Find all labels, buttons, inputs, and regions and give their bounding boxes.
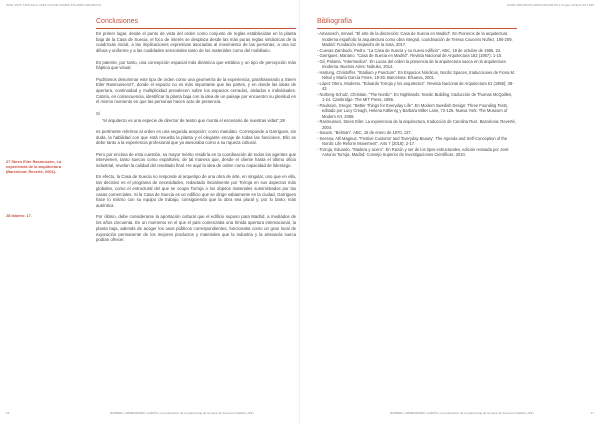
bibliography-entry: - Cuevas Zambudo, Pedro. "La Casa de Suecia y su nuevo edificio". ABC, 19 de octubre de 1956, 24. [317,47,502,53]
bibliography-entry: - Hartung, Christoffer. "Stadium y Punctum". En Espacios Nórdicos, Nordic Spaces, traducciones de Fiona M. Nilsol y María García Freire, 19-29. Barcelona: Efsueva, 2001. [317,69,516,80]
bibliography-entry: - Sauvin. "Belman". ABC, 18 de enero de 1970, 137. [317,130,412,135]
sidenote-28: 28 Ibidem: 17. [6,213,32,218]
footer-left: ROMERO, ARMENDÁRIZ, GARCÍA | La ordenación de la planta baja de la Casa de Suecia en Madrid, 2017 [110,411,255,415]
paragraph: es pertinente referirse al orden en una segunda acepción: como mandato. Corresponde a Garrigues, sin duda, la habilidad con que está resuelta la planta y el elegante encaje de todas las funciones. Ello se debe tanto a la experiencia profesional que ya atesoraba como a su riqueza cultural. [96,128,296,146]
paragraph: Es patente, por tanto, una concepción espacial más dinámica que estática y un tipo de percepción más háptica que visual. [96,59,296,71]
paragraph: Pero por encima de esta cuestión, su mayor mérito residiría en la coordinación de todos los agentes que intervienen, tanto suecos como españoles, de tal manera que, desde el cliente hasta el último oficio industrial, revelan la calidad del resultado final. He aquí la idea de orden como capacidad de liderazgo. [96,151,296,169]
si-text: Si [96,110,100,116]
running-head-right: ESSN 000499 PN+6005 000499 PN | Grupo 23 ELS 00 1045 [507,3,594,7]
bibliography-entry: - Paulsson, Gregor. "Better Things for Everyday Life". En Modern Swedish Design: Three Founding Texts, editado por Lucy Creagh, Helena Källenrg y Barbara Miller Lane, 72-125. Nueva York: The Museum of Modern Art, 2008. [317,102,509,119]
bibliography-entry: - Seerow, Atli Magnus. "Festive Customs' and 'Everyday Beauty'. The Agenda and Self-Conception of the Nordic Life Reform Movement". Arts 7 (2018): 2-17. [317,135,508,146]
bibliography-heading: Bibliografía [317,18,353,25]
paragraph: Podríamos denominar este tipo de orden como una geometría de la experiencia, parafraseando a Steen Eiler Rasmussen27, donde el espacio no es más importante que las partes, y en donde las ideas de apertura, continuidad y multiplicidad prevalecen sobre los espacios cerrados, aislados e individuales. Cabría, en consecuencia, identificar la planta baja con la idea de un paisaje por encuentro su plenitud en el mismo momento en que las personas hacen acto de presencia. [96,76,296,105]
conclusions-heading: Conclusiones [96,18,139,25]
page-number-right: 17 [590,411,594,415]
paragraph: En efecto, la Casa de Suecia no responde al arquetipo de una obra de arte, en singular, uno que en ella, tan decisivo es el programa de necesidades, redactado inicialmente por Torroja en sus aspectos más globales, como el estructural del que se ocupa Torroja o los objetos materiales suministrados por las casas comerciales. Si la Casa de Suecia es un edificio que se dirige sabiamente en la ciudad, Garrigues hace lo mismo con su equipo de trabajo, consiguiendo que la obra sea plural y, por lo tanto, más auténtica. [96,174,296,208]
paragraph: Por último, debe considerarse la aportación cultural que el edificio supuso para Madrid, a mediados de los años cincuenta. En un momento en el que el país comenzaba una tímida apertura internacional, la planta baja, además de acoger los usos públicos correspondientes, funcionaba como un gran local de exposición permanente de los mejores productos y materiales que la industria y la artesanía sueca podían ofrecer. [96,214,296,243]
running-head-left: ISSN 1575-7466 Arbor 2023 COLOR 000499 PN+6005 000499 PN [6,3,101,7]
bibliography-entry: - López Otero, Modesto. "Eduardo Torroja y los arquitectos". Revista Nacional de Arquitectura 51 (1955): 38-42. [317,80,514,91]
bibliography-entry: - Amanosch, Ismael. "El arte de la discreción: Casa de Suecia en Madrid". En Pioneros de la arquitectura moderna española: la arquitectura como obra integral, coordinación de Teresa Couceiro Núñez, 190-209. Madrid: Fundación Alejandro de la Sota, 2017. [317,31,513,47]
footer-right: ROMERO, ARMENDÁRIZ, GARCÍA | La ordenación de la planta baja de la Casa de Suecia en Madrid, 2017 [390,411,535,415]
bibliography-entry: - Norberg-Schulz, Christian. "The Nordic". En Nightlands: Nordic Building, traducción de Thomas McQuillen, 1-24. Cambridge: The MIT Press, 1996. [317,91,513,102]
sidenote-27: 27 Steen Eiler Rasmussen, La experiencia de la arquitectura (Barcelona: Reverté, 2004). [6,159,62,174]
bibliography-entry: - Garrigues, Mariano. "Casa de Suecia en Madrid". Revista Nacional de Arquitectura 182 (1957): 1-10. [317,53,503,58]
heading-rule [317,28,517,29]
bibliography-entry: - Torroja, Eduardo. "Madera y acero". En Razón y ser de los tipos estructurales, edición revisada por José Antonio Torroja. Madrid: Consejo Superior de Investigaciones Científicas, 2010. [317,146,509,157]
paragraph: En primer lugar, desde el punto de vista del orden como conjunto de reglas establecidas en la planta baja de la Casa de Suecia, el foco de interés se desplaza desde las más puras reglas sintácticas de la cuadrícula inicial, a las implicaciones expresivas asociadas al movimiento de las personas, a una luz difusa y uniforme y a las cualidades sensoriales tanto de los materiales como del mobiliario. [96,31,296,54]
bibliography-entry: - Rasmussen, Steen Eiler. La experiencia de la arquitectura, traducción de Carolina Ruiz. Barcelona: Reverté, 2004. [317,119,516,130]
quote-block: "el arquitecto es una especie de director de teatro que monta el escenario de nuestras vidas",28 [102,117,285,123]
bibliography-list [317,31,517,158]
page-number-left: 16 [6,411,10,415]
heading-rule [96,28,296,29]
conclusions-body [96,31,296,249]
bibliography-entry: - Gil, Paloma. "Intermedios". En Lucas del orden la presencia de la arquitectura sueca en la arquitectura moderna. Buenos Aires: Nobuko, 2014. [317,58,506,69]
